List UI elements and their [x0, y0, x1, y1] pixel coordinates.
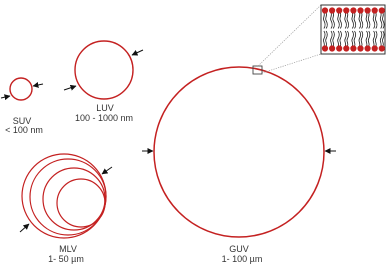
- zoom-connector-line: [262, 54, 321, 73]
- suv-size-label: < 100 nm: [5, 125, 43, 135]
- lipid-head: [365, 7, 371, 13]
- guv-vesicle: [154, 67, 324, 237]
- lipid-head: [357, 7, 363, 13]
- luv-name-label: LUV: [96, 103, 114, 113]
- lipid-head: [365, 45, 371, 51]
- lipid-head: [372, 7, 378, 13]
- lipid-head: [350, 45, 356, 51]
- guv-size-label: 1- 100 µm: [221, 254, 263, 264]
- lipid-head: [379, 7, 385, 13]
- mlv-vesicle: [22, 154, 106, 238]
- lipid-head: [379, 45, 385, 51]
- lipid-head: [343, 45, 349, 51]
- arrow-icon: [102, 167, 112, 174]
- suv-name-label: SUV: [12, 116, 32, 126]
- suv-vesicle: [10, 78, 32, 100]
- lipid-head: [322, 7, 328, 13]
- lipid-head: [343, 7, 349, 13]
- lipid-head: [336, 7, 342, 13]
- arrow-icon: [132, 50, 143, 55]
- lipid-head: [329, 45, 335, 51]
- zoom-connector-line: [258, 5, 321, 66]
- lipid-bilayer-inset: [321, 5, 385, 54]
- lipid-head: [329, 7, 335, 13]
- guv-name-label: GUV: [229, 244, 249, 254]
- arrow-icon: [1, 96, 10, 98]
- luv-vesicle: [75, 41, 133, 99]
- lipid-head: [357, 45, 363, 51]
- luv-size-label: 100 - 1000 nm: [74, 113, 134, 123]
- arrow-icon: [33, 84, 43, 86]
- mlv-name-label: MLV: [59, 244, 77, 254]
- lipid-head: [372, 45, 378, 51]
- lipid-head: [336, 45, 342, 51]
- arrow-icon: [20, 224, 29, 232]
- arrow-icon: [64, 86, 76, 90]
- lipid-head: [350, 7, 356, 13]
- lipid-head: [322, 45, 328, 51]
- mlv-size-label: 1- 50 µm: [48, 254, 84, 264]
